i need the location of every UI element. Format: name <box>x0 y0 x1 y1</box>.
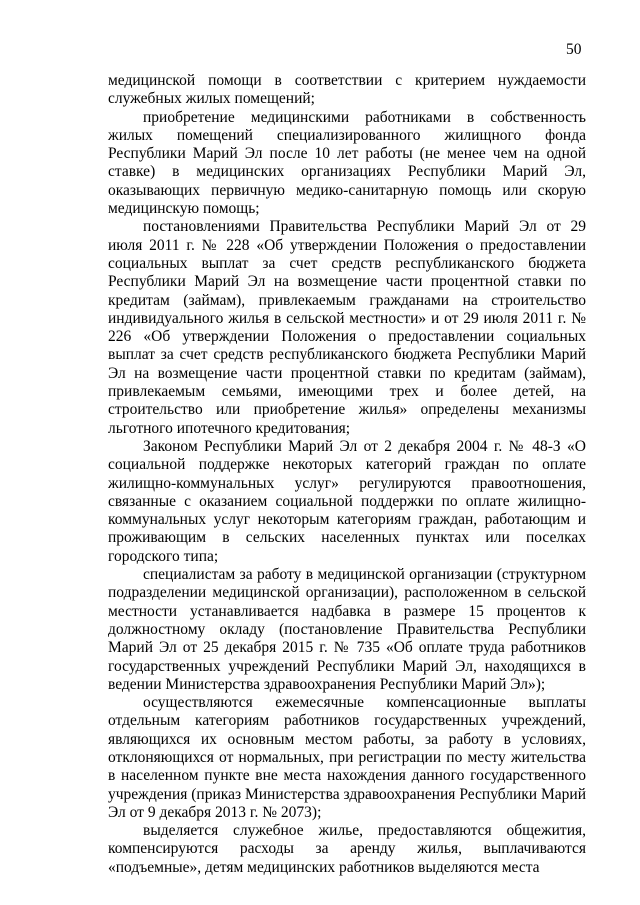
paragraph-government-resolutions: постановлениями Правительства Республики Марий Эл от 29 июля 2011 г. № 228 «Об утверждении Положения о предоставлении социальных выплат за счет средств республиканского бюджета Республики Марий Эл на возмещение части процентной ставки по кредитам (займам), привлекаемым гражданами на строительство индивидуального жилья в сельской местности» и от 29 июля 2011 г. № 226 «Об утверждении Положения о предоставлении социальных выплат за счет средств республиканского бюджета Республики Марий Эл на возмещение части процентной ставки по кредитам (займам), привлекаемым семьями, имеющими трех и более детей, на строительство или приобретение жилья» определены механизмы льготного ипотечного кредитования; <box>108 218 586 437</box>
paragraph-continuation: медицинской помощи в соответствии с критерием нуждаемости служебных жилых помещений; <box>108 72 586 108</box>
page-number: 50 <box>566 41 582 58</box>
paragraph-rural-allowance: специалистам за работу в медицинской организации (структурном подразделении медицинской организации), расположенном в сельской местности устанавливается надбавка в размере 15 процентов к должностному окладу (постановление Правительства Республики Марий Эл от 25 декабря 2015 г. № 735 «Об оплате труда работников государственных учреждений Республики Марий Эл, находящихся в ведении Министерства здравоохранения Республики Марий Эл»); <box>108 566 586 693</box>
paragraph-service-housing: выделяется служебное жилье, предоставляются общежития, компенсируются расходы за аренду жилья, выплачиваются «подъемные», детям медицинских работников выделяются места <box>108 822 586 876</box>
paragraph-compensation-payments: осуществляются ежемесячные компенсационные выплаты отдельным категориям работников государственных учреждений, являющихся их основным местом работы, за работу в условиях, отклоняющихся от нормальных, при регистрации по месту жительства в населенном пункте вне места нахождения данного государственного учреждения (приказ Министерства здравоохранения Республики Марий Эл от 9 декабря 2013 г. № 2073); <box>108 694 586 821</box>
paragraph-housing-ownership: приобретение медицинскими работниками в собственность жилых помещений специализированного жилищного фонда Республики Марий Эл после 10 лет работы (не менее чем на одной ставке) в медицинских организациях Республики Марий Эл, оказывающих первичную медико-санитарную помощь или скорую медицинскую помощь; <box>108 108 586 218</box>
document-body <box>108 72 586 877</box>
paragraph-social-support-law: Законом Республики Марий Эл от 2 декабря 2004 г. № 48-З «О социальной поддержке некоторых категорий граждан по оплате жилищно-коммунальных услуг» регулируются правоотношения, связанные с оказанием социальной поддержки по оплате жилищно-коммунальных услуг некоторым категориям граждан, работающим и проживающим в сельских населенных пунктах или поселках городского типа; <box>108 437 586 565</box>
